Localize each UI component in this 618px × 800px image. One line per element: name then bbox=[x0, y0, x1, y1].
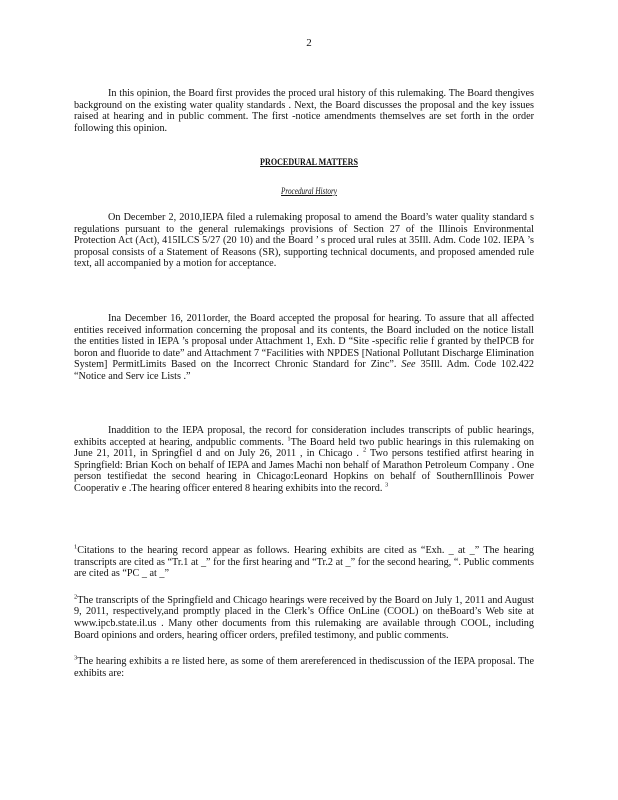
footnote-mark-3: 3 bbox=[74, 654, 78, 662]
procedural-matters-heading bbox=[46, 158, 571, 168]
record-text bbox=[74, 425, 534, 495]
procedural-history-title: Procedural History bbox=[281, 186, 337, 196]
intro-text: In this opinion, the Board first provides the proced ural history of this rulemaking. The Board thengives background on the existing water quality standards . Next, the Board discusses the proposal and the key issues raised at hearing and in public comment. The first -notice amendments themselves are set forth in the order following this opinion. bbox=[74, 88, 534, 134]
footnote-ref-1[interactable]: 1 bbox=[287, 435, 291, 443]
procedural-history-heading bbox=[62, 186, 556, 196]
filing-text: On December 2, 2010,IEPA filed a rulemaking proposal to amend the Board’s water quality standard s regulations pursuant to the general rulemakings provisions of Section 27 of the Illinois Environmental Protection Act (Act), 415ILCS 5/27 (20 10) and the Board ’ s proced ural rules at 35Ill. Adm. Code 102. IEPA ’s proposal consists of a Statement of Reasons (SR), supporting technical documents, and proposed amended rule text, all accompanied by a motion for acceptance. bbox=[74, 212, 534, 270]
footnotes-section bbox=[74, 545, 534, 679]
footnote-ref-3[interactable]: 3 bbox=[384, 481, 389, 489]
footnote-2 bbox=[74, 595, 534, 641]
footnote-1 bbox=[74, 545, 534, 580]
acceptance-text bbox=[74, 313, 534, 383]
footnote-ref-2[interactable]: 2 bbox=[362, 446, 367, 454]
record-part2: The Board held two public hearings in this rulemaking on June 21, 2011, in Springfiel d and on July 26, 2011 , in Chicago . bbox=[74, 436, 534, 460]
filing-paragraph bbox=[74, 212, 534, 270]
acceptance-main: Ina December 16, 2011order, the Board accepted the proposal for hearing. To assure that all affected entities received information concerning the proposal and its contents, the Board included on the notice listall the entities listed in IEPA ’s proposal under Attachment 1, Exh. D “Site -specific relie f granted by theIPCB for boron and fluoride to date” and Attachment 7 “Facilities with NPDES [National Pollutant Discharge Elimination System] PermitLimits Based on the Incorrect Chronic Standard for Zinc”. bbox=[74, 313, 534, 371]
footnote-2-text: The transcripts of the Springfield and Chicago hearings were received by the Board on July 1, 2011 and August 9, 2011, respectively,and promptly placed in the Clerk’s Office OnLine (COOL) on theBoard’s Web site at www.ipcb.state.il.us . Many other documents from this rulemaking are available through COOL, including Board opinions and orders, hearing officer orders, prefiled testimony, and public comments. bbox=[74, 594, 534, 641]
intro-paragraph bbox=[74, 88, 534, 134]
page-number: 2 bbox=[306, 37, 312, 49]
acceptance-paragraph bbox=[74, 313, 534, 383]
acceptance-tail: 35Ill. Adm. Code 102.422 “Notice and Serv ice Lists .” bbox=[74, 359, 535, 382]
record-part1: Inaddition to the IEPA proposal, the record for consideration includes transcripts of public hearings, exhibits accepted at hearing, andpublic comments. bbox=[74, 425, 534, 448]
record-paragraph bbox=[74, 425, 534, 495]
see-signal: See bbox=[401, 359, 416, 371]
footnote-3 bbox=[74, 656, 534, 679]
record-part3: Two persons testified atfirst hearing in Springfield: Brian Koch on behalf of IEPA and James Machi non behalf of Marathon Petroleum Company . One person testifiedat the second hearing in Chicago:Leonard Hopkins on behalf of SouthernIllinois Power Cooperativ e .The hearing officer entered 8 hearing exhibits into the record. bbox=[74, 448, 534, 494]
footnote-1-text: Citations to the hearing record appear as follows. Hearing exhibits are cited as “Exh. _ at _” The hearing transcripts are cited as “Tr.1 at _” for the first hearing and “Tr.2 at _” for the second hearing, “. Public comments are cited as “PC _ at _” bbox=[74, 545, 534, 580]
footnote-mark-2: 2 bbox=[74, 593, 78, 601]
procedural-matters-title: PROCEDURAL MATTERS bbox=[260, 158, 358, 168]
footnote-3-text: The hearing exhibits a re listed here, as some of them arereferenced in thediscussion of the IEPA proposal. The exhibits are: bbox=[74, 656, 534, 679]
footnote-mark-1: 1 bbox=[74, 543, 78, 551]
